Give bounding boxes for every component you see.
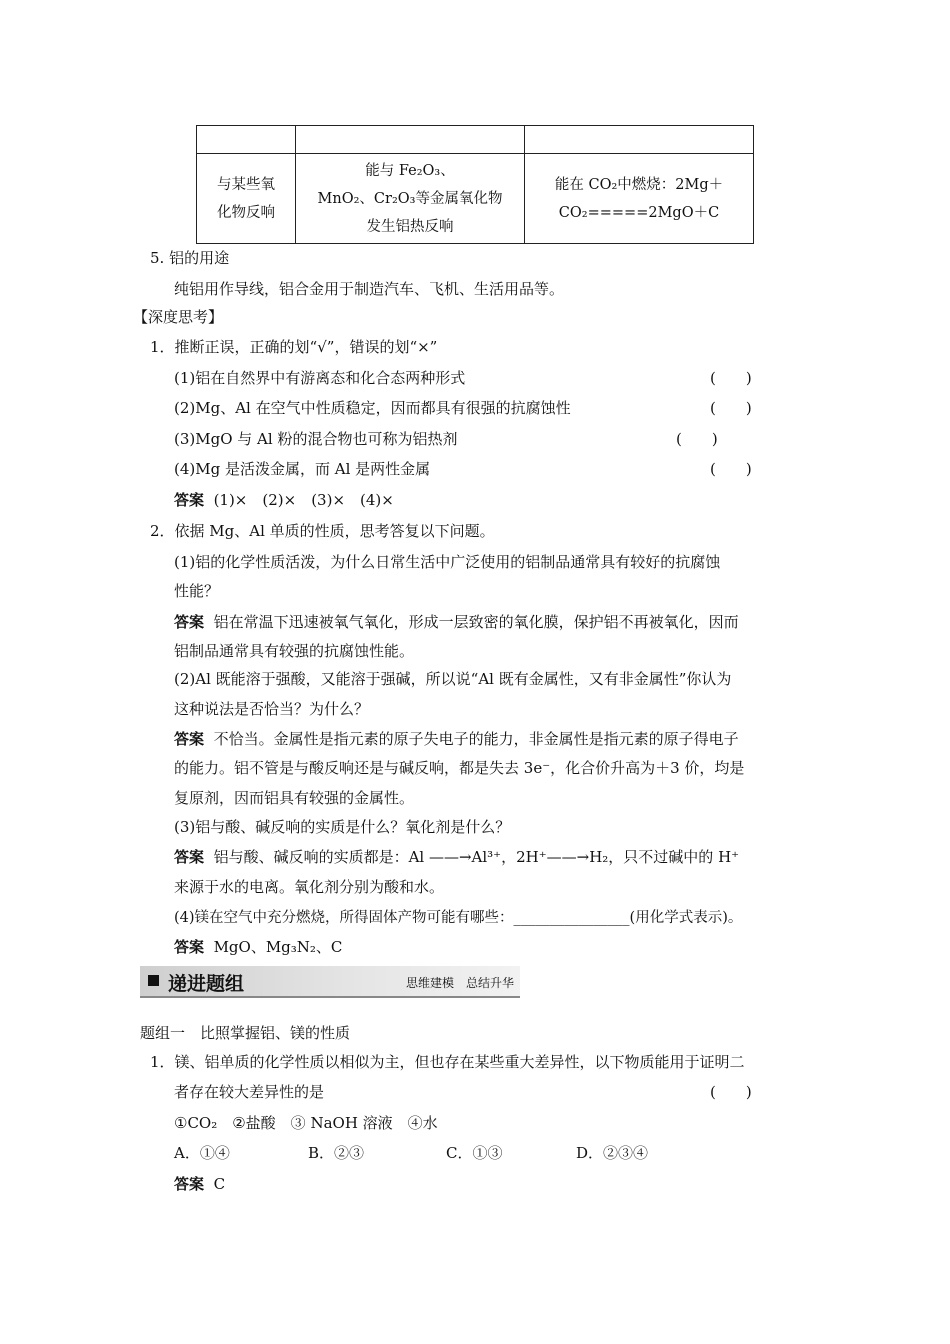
answer-label: 答案 xyxy=(174,938,205,956)
table-cell xyxy=(197,126,296,154)
answer xyxy=(174,611,739,632)
table-cell-reaction-type xyxy=(197,154,296,244)
answer-label: 答案 xyxy=(174,1175,205,1193)
question-item: (1)铝的化学性质活泼，为什么日常生活中广泛使用的铝制品通常具有较好的抗腐蚀 xyxy=(174,553,721,571)
answer-text: 的能力。铝不管是与酸反响还是与碱反响，都是失去 3e⁻，化合价升高为＋3 价，均是 xyxy=(174,759,745,777)
answer xyxy=(174,936,342,957)
cell-line: 能与 Fe₂O₃、 xyxy=(365,162,455,179)
choice-c: C．①③ xyxy=(446,1144,503,1162)
answer-blank: ( ) xyxy=(710,399,752,417)
question-item: (1)铝在自然界中有游离态和化合态两种形式 xyxy=(174,369,466,387)
section-banner xyxy=(140,966,520,998)
cell-line: MnO₂、Cr₂O₃等金属氧化物 xyxy=(317,190,503,207)
question: 2．依据 Mg、Al 单质的性质，思考答复以下问题。 xyxy=(150,522,495,540)
answer xyxy=(174,846,739,867)
choice-b: B．②③ xyxy=(308,1144,365,1162)
answer-text: 不恰当。金属性是指元素的原子失电子的能力，非金属性是指元素的原子得电子 xyxy=(213,730,739,748)
question: 者存在较大差异性的是 xyxy=(174,1083,325,1101)
answer-label: 答案 xyxy=(174,730,205,748)
question-item: 这种说法是否恰当？为什么？ xyxy=(174,700,370,718)
table-cell-mg xyxy=(525,154,754,244)
cell-line: CO₂=====2MgO＋C xyxy=(558,204,720,221)
question-item: (4)Mg 是活泼金属，而 Al 是两性金属 xyxy=(174,460,431,478)
table-cell xyxy=(525,126,754,154)
table-row xyxy=(197,154,754,244)
choice-a: A．①④ xyxy=(174,1144,230,1162)
answer-text: (1)× (2)× (3)× (4)× xyxy=(213,491,394,509)
answer xyxy=(174,1173,225,1194)
answer-blank: ( ) xyxy=(676,430,718,448)
answer-blank: ( ) xyxy=(710,460,752,478)
question-item: (3)MgO 与 Al 粉的混合物也可称为铝热剂 xyxy=(174,430,458,448)
answer-blank: ( ) xyxy=(710,369,752,387)
cell-line: 化物反响 xyxy=(217,204,275,221)
choice-d: D．②③④ xyxy=(576,1144,649,1162)
group-heading: 题组一 比照掌握铝、镁的性质 xyxy=(140,1024,351,1042)
answer-label: 答案 xyxy=(174,613,205,631)
paragraph: 纯铝用作导线，铝合金用于制造汽车、飞机、生活用品等。 xyxy=(174,280,565,298)
table-cell-al xyxy=(296,154,525,244)
answer-text: 复原剂，因而铝具有较强的金属性。 xyxy=(174,789,415,807)
answer-text: 铝与酸、碱反响的实质都是：Al ——→Al³⁺，2H⁺——→H₂，只不过碱中的 H⁺ xyxy=(213,848,740,866)
section-heading: 5. 铝的用途 xyxy=(150,249,230,267)
question-item: (4)镁在空气中充分燃烧，所得固体产物可能有哪些：________________(用化学式表示)。 xyxy=(174,910,743,926)
cell-line: 能在 CO₂中燃烧：2Mg＋ xyxy=(554,176,724,193)
answer-blank: ( ) xyxy=(710,1083,752,1101)
answer-text: 来源于水的电离。氧化剂分别为酸和水。 xyxy=(174,878,445,896)
question-item: (2)Mg、Al 在空气中性质稳定，因而都具有很强的抗腐蚀性 xyxy=(174,399,571,417)
banner-tagline: 思维建模 总结升华 xyxy=(405,976,514,990)
square-bullet-icon xyxy=(148,975,159,986)
question: 1．推断正误，正确的划“√”，错误的划“×” xyxy=(150,338,438,356)
answer-text: C xyxy=(213,1175,226,1193)
question-item: (3)铝与酸、碱反响的实质是什么？氧化剂是什么？ xyxy=(174,818,511,836)
answer-label: 答案 xyxy=(174,848,205,866)
answer-label: 答案 xyxy=(174,491,205,509)
answer-text: 铝制品通常具有较强的抗腐蚀性能。 xyxy=(174,642,415,660)
properties-table xyxy=(196,125,754,244)
banner-title: 递进题组 xyxy=(168,973,245,995)
question: 1．镁、铝单质的化学性质以相似为主，但也存在某些重大差异性，以下物质能用于证明二 xyxy=(150,1053,745,1071)
question-item: 性能？ xyxy=(174,582,220,600)
cell-line: 发生铝热反响 xyxy=(366,218,454,235)
table-row-empty xyxy=(197,126,754,154)
answer xyxy=(174,489,394,510)
options-line: ①CO₂ ②盐酸 ③ NaOH 溶液 ④水 xyxy=(174,1114,438,1132)
section-heading: 【深度思考】 xyxy=(133,308,224,326)
answer-text: MgO、Mg₃N₂、C xyxy=(213,938,343,956)
answer xyxy=(174,728,739,749)
table-cell xyxy=(296,126,525,154)
answer-text: 铝在常温下迅速被氧气氧化，形成一层致密的氧化膜，保护铝不再被氧化，因而 xyxy=(213,613,739,631)
question-item: (2)Al 既能溶于强酸，又能溶于强碱，所以说“Al 既有金属性，又有非金属性”你认为 xyxy=(174,670,732,688)
cell-line: 与某些氧 xyxy=(217,176,275,193)
